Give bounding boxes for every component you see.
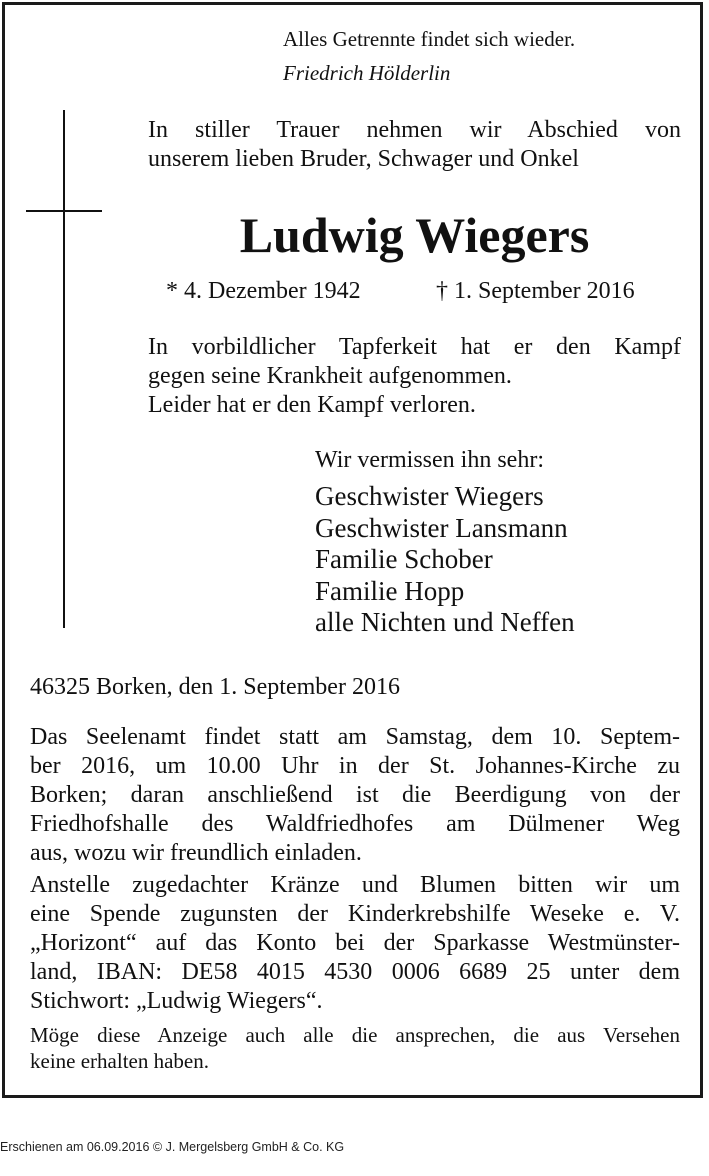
- donation-line: Anstelle zugedachter Kränze und Blumen bitten wir um: [30, 872, 680, 898]
- quote-text: Alles Getrennte findet sich wieder.: [283, 27, 576, 51]
- place-date: 46325 Borken, den 1. September 2016: [30, 674, 400, 700]
- service-line: Friedhofshalle des Waldfriedhofes am Dülmener Weg: [30, 811, 680, 837]
- mourner-item: Geschwister Wiegers: [315, 481, 544, 511]
- publication-footer: Erschienen am 06.09.2016 © J. Mergelsberg GmbH & Co. KG: [0, 1140, 345, 1154]
- mourner-item: Geschwister Lansmann: [315, 512, 568, 543]
- closing-line: keine erhalten haben.: [30, 1049, 209, 1073]
- tribute-line: Leider hat er den Kampf verloren.: [148, 392, 476, 418]
- tribute-block: [148, 333, 681, 420]
- mourners-list: [315, 481, 575, 639]
- closing-paragraph: [30, 1022, 680, 1074]
- cross-icon-horizontal: [26, 210, 102, 212]
- service-line: Borken; daran anschließend ist die Beerdigung von der: [30, 782, 680, 808]
- quote-author: Friedrich Hölderlin: [283, 61, 451, 85]
- death-date: † 1. September 2016: [436, 278, 635, 304]
- closing-line: Möge diese Anzeige auch alle die ansprechen, die aus Versehen: [30, 1023, 680, 1047]
- mourner-item: alle Nichten und Neffen: [315, 607, 575, 637]
- donation-line: Stichwort: „Ludwig Wiegers“.: [30, 988, 323, 1014]
- service-line: ber 2016, um 10.00 Uhr in der St. Johannes-Kirche zu: [30, 753, 680, 779]
- cross-icon-vertical: [63, 110, 65, 628]
- service-line: aus, wozu wir freundlich einladen.: [30, 840, 362, 866]
- birth-date: * 4. Dezember 1942: [166, 278, 361, 304]
- service-line: Das Seelenamt findet statt am Samstag, dem 10. Septem-: [30, 724, 680, 750]
- donation-line: eine Spende zugunsten der Kinderkrebshilfe Weseke e. V.: [30, 901, 680, 927]
- donation-paragraph: [30, 871, 680, 1016]
- intro-line: In stiller Trauer nehmen wir Abschied von: [148, 117, 681, 143]
- donation-line: „Horizont“ auf das Konto bei der Sparkasse Westmünster-: [30, 930, 680, 956]
- donation-line: land, IBAN: DE58 4015 4530 0006 6689 25 unter dem: [30, 959, 680, 985]
- deceased-name: Ludwig Wiegers: [239, 207, 590, 263]
- tribute-line: In vorbildlicher Tapferkeit hat er den Kampf: [148, 334, 681, 360]
- service-paragraph: [30, 723, 680, 868]
- intro-block: [148, 116, 681, 174]
- mourner-item: Familie Schober: [315, 544, 493, 574]
- tribute-line: gegen seine Krankheit aufgenommen.: [148, 363, 512, 389]
- intro-line: unserem lieben Bruder, Schwager und Onkel: [148, 146, 579, 172]
- mourner-item: Familie Hopp: [315, 575, 465, 606]
- mourners-heading: Wir vermissen ihn sehr:: [315, 447, 544, 473]
